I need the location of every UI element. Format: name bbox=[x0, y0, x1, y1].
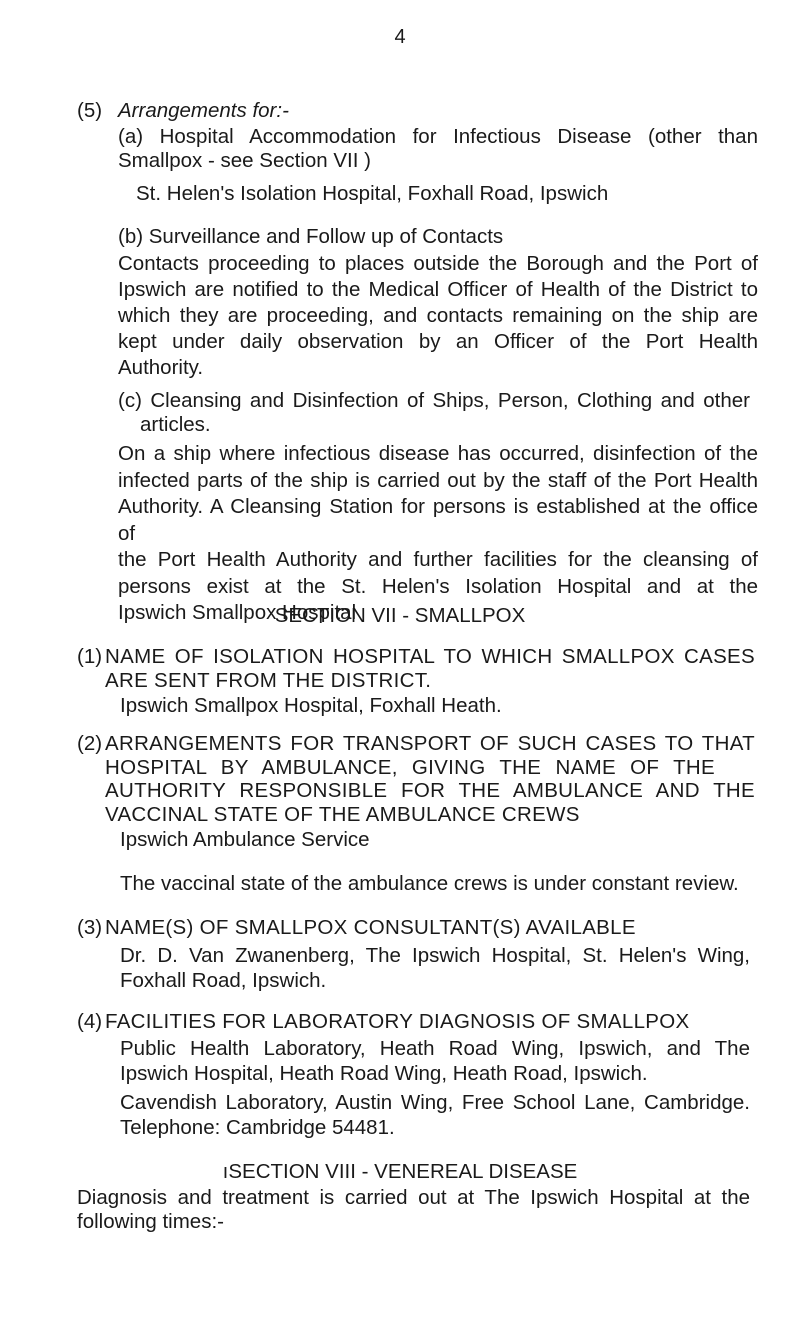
section-5-number: (5) bbox=[77, 99, 103, 122]
page-number: 4 bbox=[394, 26, 406, 48]
item-3-body: Dr. D. Van Zwanenberg, The Ipswich Hospital, St. Helen's Wing, Foxhall Road, Ipswich. bbox=[120, 944, 750, 992]
item-c-heading: (c) Cleansing and Disinfection of Ships, Person, Clothing and other articles. bbox=[118, 389, 750, 436]
item-4-number: (4) bbox=[77, 1010, 103, 1033]
item-2-body: Ipswich Ambulance Service bbox=[120, 828, 370, 851]
item-4-extra: Cavendish Laboratory, Austin Wing, Free School Lane, Cambridge. Telephone: Cambridge 54481. bbox=[120, 1091, 750, 1139]
item-2-heading: ARRANGEMENTS FOR TRANSPORT OF SUCH CASES TO THAT HOSPITAL BY AMBULANCE, GIVING THE NAME OF THE AUTHORITY RESPONSIBLE FOR THE AMBULANCE AND THE VACCINAL STATE OF THE AMBULANCE CREWS bbox=[105, 732, 755, 826]
item-4-heading: FACILITIES FOR LABORATORY DIAGNOSIS OF SMALLPOX bbox=[105, 1010, 690, 1033]
item-a-heading: (a) Hospital Accommodation for Infectious Disease (other than Smallpox - see Section VII ) bbox=[118, 125, 758, 172]
item-a-hospital: St. Helen's Isolation Hospital, Foxhall Road, Ipswich bbox=[136, 182, 609, 205]
item-1-number: (1) bbox=[77, 645, 103, 668]
item-c-text: On a ship where infectious disease has occurred, disinfection of the infected parts of the ship is carried out by the staff of the Port Health Authority. A Cleansing Station for persons is established at the office of the Port Health Authority and further facilities for the cleansing of persons exist at the St. Helen's Isolation Hospital and at the Ipswich Smallpox Hospital bbox=[118, 442, 758, 624]
section-8-text: Diagnosis and treatment is carried out at The Ipswich Hospital at the following times:- bbox=[77, 1186, 750, 1233]
item-4-body: Public Health Laboratory, Heath Road Wing, Ipswich, and The Ipswich Hospital, Heath Road Wing, Heath Road, Ipswich. bbox=[120, 1037, 750, 1085]
item-b-text: Contacts proceeding to places outside the Borough and the Port of Ipswich are notified to the Medical Officer of Health of the District to which they are proceeding, and contacts remaining on the ship are kept under daily observation by an Officer of the Port Health Authority. bbox=[118, 252, 758, 379]
item-1-heading: NAME OF ISOLATION HOSPITAL TO WHICH SMALLPOX CASES ARE SENT FROM THE DISTRICT. bbox=[105, 645, 755, 692]
section-5-heading: Arrangements for:- bbox=[118, 99, 289, 122]
item-3-number: (3) bbox=[77, 916, 103, 939]
section-7-title: SECTION VII - SMALLPOX bbox=[274, 604, 526, 627]
item-2-extra: The vaccinal state of the ambulance crews is under constant review. bbox=[120, 872, 739, 895]
item-2-number: (2) bbox=[77, 732, 103, 755]
item-b-heading: (b) Surveillance and Follow up of Contacts bbox=[118, 225, 504, 248]
item-1-body: Ipswich Smallpox Hospital, Foxhall Heath. bbox=[120, 694, 502, 717]
section-8-title: ıSECTION VIII - VENEREAL DISEASE bbox=[222, 1160, 578, 1183]
item-3-heading: NAME(S) OF SMALLPOX CONSULTANT(S) AVAILABLE bbox=[105, 916, 636, 939]
